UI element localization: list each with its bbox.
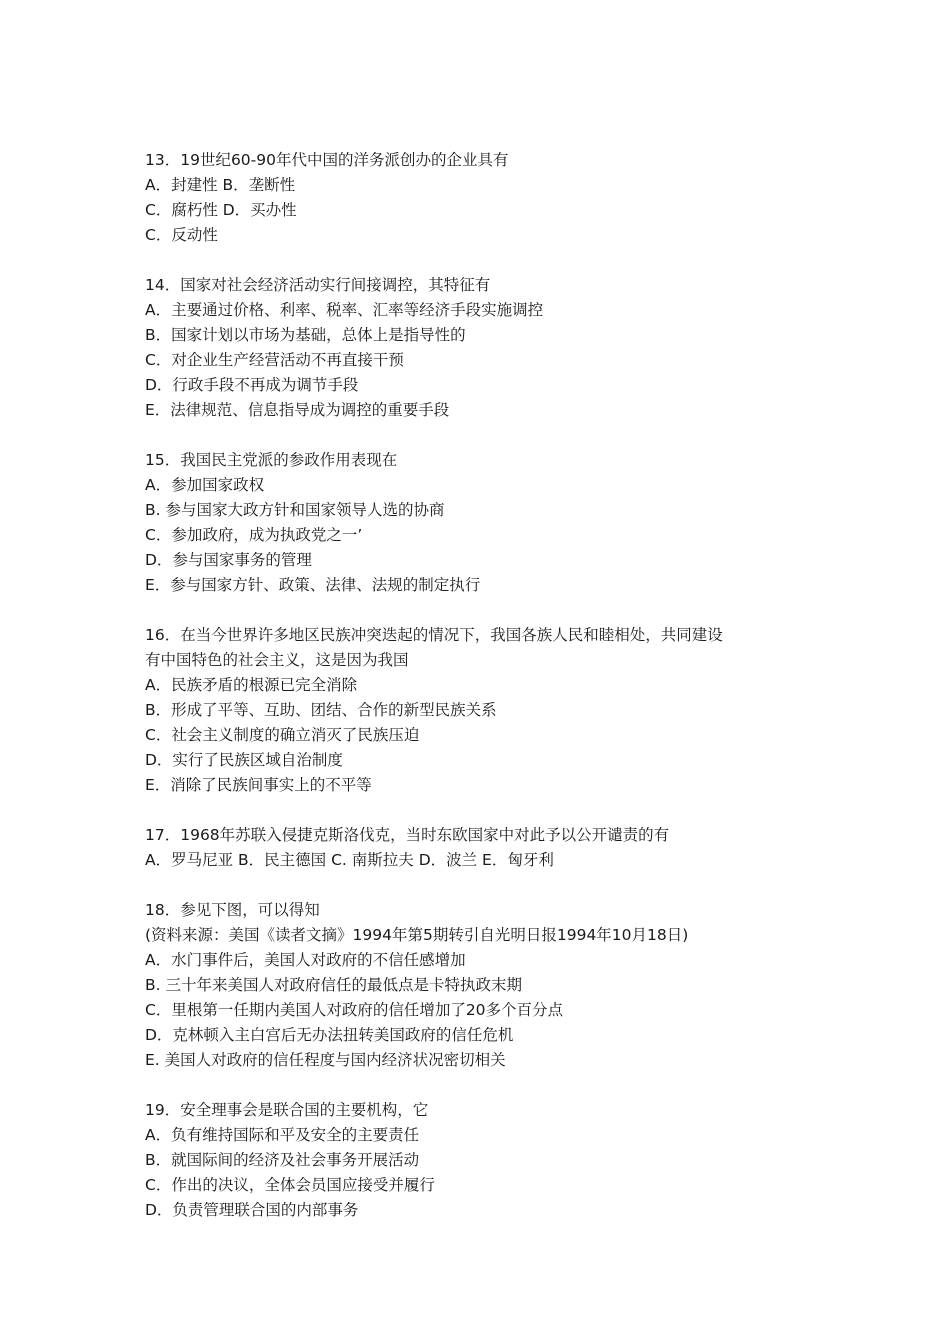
question-option: C．对企业生产经营活动不再直接干预 [145, 351, 404, 369]
question-option: C．社会主义制度的确立消灭了民族压迫 [145, 726, 420, 744]
question-option: E．法律规范、信息指导成为调控的重要手段 [145, 401, 450, 419]
question-16 [145, 623, 825, 798]
question-option: C．腐朽性 D．买办性 [145, 201, 297, 219]
question-stem: 19．安全理事会是联合国的主要机构，它 [145, 1101, 429, 1119]
question-option: C．里根第一任期内美国人对政府的信任增加了20多个百分点 [145, 1001, 564, 1019]
question-option: A．水门事件后，美国人对政府的不信任感增加 [145, 951, 466, 969]
question-stem: 18．参见下图，可以得知 [145, 901, 320, 919]
question-15 [145, 448, 825, 598]
question-option: A．民族矛盾的根源已完全消除 [145, 676, 358, 694]
question-option: D．参与国家事务的管理 [145, 551, 312, 569]
question-option: B．形成了平等、互助、团结、合作的新型民族关系 [145, 701, 497, 719]
question-17 [145, 823, 825, 873]
question-option: B. 参与国家大政方针和国家领导人选的协商 [145, 501, 445, 519]
question-stem: 13．19世纪60-90年代中国的洋务派创办的企业具有 [145, 151, 509, 169]
question-option: A．主要通过价格、利率、税率、汇率等经济手段实施调控 [145, 301, 544, 319]
question-18 [145, 898, 825, 1073]
question-stem: 14．国家对社会经济活动实行间接调控，其特征有 [145, 276, 491, 294]
question-option: D．负责管理联合国的内部事务 [145, 1201, 359, 1219]
question-13 [145, 148, 825, 248]
question-option: B．国家计划以市场为基础，总体上是指导性的 [145, 326, 466, 344]
question-option: C．作出的决议，全体会员国应接受并履行 [145, 1176, 435, 1194]
question-19 [145, 1098, 825, 1223]
question-option: E．消除了民族间事实上的不平等 [145, 776, 372, 794]
question-option: B. 三十年来美国人对政府信任的最低点是卡特执政末期 [145, 976, 522, 994]
question-option: D．克林顿入主白宫后无办法扭转美国政府的信任危机 [145, 1026, 514, 1044]
question-stem: 16．在当今世界许多地区民族冲突迭起的情况下，我国各族人民和睦相处，共同建设 [145, 626, 723, 644]
question-stem: 15．我国民主党派的参政作用表现在 [145, 451, 398, 469]
question-stem-continuation: 有中国特色的社会主义，这是因为我国 [145, 651, 409, 669]
question-option: C．反动性 [145, 226, 218, 244]
question-option: E. 美国人对政府的信任程度与国内经济状况密切相关 [145, 1051, 506, 1069]
question-option: A．负有维持国际和平及安全的主要责任 [145, 1126, 420, 1144]
question-option: A．参加国家政权 [145, 476, 265, 494]
question-14 [145, 273, 825, 423]
question-option: D．行政手段不再成为调节手段 [145, 376, 359, 394]
question-list [145, 148, 825, 1248]
question-option: C．参加政府，成为执政党之一’ [145, 526, 363, 544]
question-option: D．实行了民族区域自治制度 [145, 751, 343, 769]
question-option: E．参与国家方针、政策、法律、法规的制定执行 [145, 576, 481, 594]
question-stem: 17．1968年苏联入侵捷克斯洛伐克，当时东欧国家中对此予以公开谴责的有 [145, 826, 670, 844]
question-source-note: (资料来源：美国《读者文摘》1994年第5期转引自光明日报1994年10月18日) [145, 926, 689, 944]
question-option: A．封建性 B．垄断性 [145, 176, 296, 194]
question-option: A．罗马尼亚 B．民主德国 C. 南斯拉夫 D．波兰 E．匈牙利 [145, 851, 554, 869]
question-option: B．就国际间的经济及社会事务开展活动 [145, 1151, 420, 1169]
